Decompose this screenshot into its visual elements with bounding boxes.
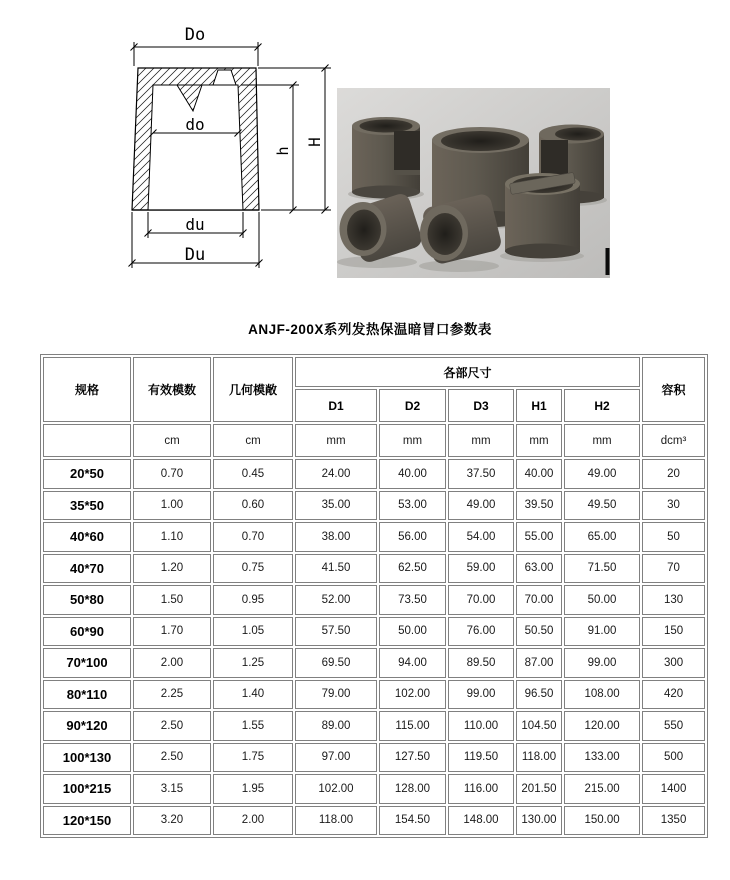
value-cell: 40.00 bbox=[516, 459, 562, 489]
value-cell: 71.50 bbox=[564, 554, 640, 584]
value-cell: 89.50 bbox=[448, 648, 514, 678]
unit-cell: mm bbox=[564, 424, 640, 457]
table-row bbox=[43, 617, 705, 647]
value-cell: 2.25 bbox=[133, 680, 211, 710]
parameters-table bbox=[40, 354, 708, 838]
label-Du: Du bbox=[184, 245, 206, 265]
value-cell: 37.50 bbox=[448, 459, 514, 489]
value-cell: 59.00 bbox=[448, 554, 514, 584]
value-cell: 1.20 bbox=[133, 554, 211, 584]
dimension-du bbox=[145, 212, 247, 238]
value-cell: 87.00 bbox=[516, 648, 562, 678]
value-cell: 40.00 bbox=[379, 459, 446, 489]
value-cell: 49.50 bbox=[564, 491, 640, 521]
riser-cross-section bbox=[132, 68, 259, 210]
value-cell: 102.00 bbox=[379, 680, 446, 710]
dimension-H bbox=[258, 65, 331, 214]
value-cell: 300 bbox=[642, 648, 705, 678]
value-cell: 41.50 bbox=[295, 554, 377, 584]
col-header-d2: D2 bbox=[379, 389, 446, 422]
unit-cell: mm bbox=[448, 424, 514, 457]
value-cell: 1.05 bbox=[213, 617, 293, 647]
table-row bbox=[43, 459, 705, 489]
col-header-h2: H2 bbox=[564, 389, 640, 422]
value-cell: 52.00 bbox=[295, 585, 377, 615]
col-header-effective-modulus: 有效模数 bbox=[133, 357, 211, 422]
value-cell: 0.75 bbox=[213, 554, 293, 584]
page-title: ANJF-200X系列发热保温暗冒口参数表 bbox=[248, 322, 492, 337]
value-cell: 20 bbox=[642, 459, 705, 489]
value-cell: 38.00 bbox=[295, 522, 377, 552]
label-H: H bbox=[305, 137, 324, 147]
value-cell: 420 bbox=[642, 680, 705, 710]
value-cell: 1.25 bbox=[213, 648, 293, 678]
unit-cell bbox=[43, 424, 131, 457]
value-cell: 30 bbox=[642, 491, 705, 521]
value-cell: 70.00 bbox=[448, 585, 514, 615]
value-cell: 1.70 bbox=[133, 617, 211, 647]
value-cell: 0.95 bbox=[213, 585, 293, 615]
value-cell: 150 bbox=[642, 617, 705, 647]
value-cell: 99.00 bbox=[448, 680, 514, 710]
value-cell: 1.10 bbox=[133, 522, 211, 552]
value-cell: 50.00 bbox=[379, 617, 446, 647]
unit-cell: dcm³ bbox=[642, 424, 705, 457]
value-cell: 127.50 bbox=[379, 743, 446, 773]
value-cell: 79.00 bbox=[295, 680, 377, 710]
value-cell: 49.00 bbox=[448, 491, 514, 521]
value-cell: 62.50 bbox=[379, 554, 446, 584]
value-cell: 0.70 bbox=[133, 459, 211, 489]
value-cell: 1350 bbox=[642, 806, 705, 836]
value-cell: 55.00 bbox=[516, 522, 562, 552]
spec-cell: 70*100 bbox=[43, 648, 131, 678]
value-cell: 24.00 bbox=[295, 459, 377, 489]
spec-cell: 40*60 bbox=[43, 522, 131, 552]
table-row bbox=[43, 774, 705, 804]
table-row bbox=[43, 680, 705, 710]
spec-cell: 60*90 bbox=[43, 617, 131, 647]
value-cell: 3.15 bbox=[133, 774, 211, 804]
value-cell: 1.50 bbox=[133, 585, 211, 615]
table-row bbox=[43, 743, 705, 773]
photo-edge-mark bbox=[606, 248, 610, 275]
table-row bbox=[43, 554, 705, 584]
spec-cell: 120*150 bbox=[43, 806, 131, 836]
value-cell: 1.55 bbox=[213, 711, 293, 741]
unit-cell: mm bbox=[295, 424, 377, 457]
dimension-Do bbox=[131, 25, 262, 66]
value-cell: 108.00 bbox=[564, 680, 640, 710]
col-header-volume: 容积 bbox=[642, 357, 705, 422]
value-cell: 119.50 bbox=[448, 743, 514, 773]
value-cell: 73.50 bbox=[379, 585, 446, 615]
value-cell: 201.50 bbox=[516, 774, 562, 804]
top-section bbox=[0, 0, 730, 298]
value-cell: 57.50 bbox=[295, 617, 377, 647]
col-header-geometric-modulus: 几何模敞 bbox=[213, 357, 293, 422]
value-cell: 1.00 bbox=[133, 491, 211, 521]
value-cell: 94.00 bbox=[379, 648, 446, 678]
value-cell: 69.50 bbox=[295, 648, 377, 678]
value-cell: 50.50 bbox=[516, 617, 562, 647]
label-Do: Do bbox=[184, 25, 206, 45]
value-cell: 89.00 bbox=[295, 711, 377, 741]
unit-cell: cm bbox=[133, 424, 211, 457]
value-cell: 0.60 bbox=[213, 491, 293, 521]
value-cell: 91.00 bbox=[564, 617, 640, 647]
value-cell: 116.00 bbox=[448, 774, 514, 804]
value-cell: 96.50 bbox=[516, 680, 562, 710]
value-cell: 130 bbox=[642, 585, 705, 615]
value-cell: 0.45 bbox=[213, 459, 293, 489]
value-cell: 49.00 bbox=[564, 459, 640, 489]
value-cell: 76.00 bbox=[448, 617, 514, 647]
value-cell: 550 bbox=[642, 711, 705, 741]
value-cell: 133.00 bbox=[564, 743, 640, 773]
value-cell: 130.00 bbox=[516, 806, 562, 836]
table-row bbox=[43, 648, 705, 678]
table-row bbox=[43, 806, 705, 836]
value-cell: 35.00 bbox=[295, 491, 377, 521]
value-cell: 2.00 bbox=[133, 648, 211, 678]
spec-cell: 90*120 bbox=[43, 711, 131, 741]
spec-cell: 80*110 bbox=[43, 680, 131, 710]
col-header-h1: H1 bbox=[516, 389, 562, 422]
value-cell: 2.50 bbox=[133, 743, 211, 773]
value-cell: 0.70 bbox=[213, 522, 293, 552]
label-do: do bbox=[185, 115, 205, 134]
product-photo bbox=[337, 88, 610, 278]
value-cell: 50.00 bbox=[564, 585, 640, 615]
value-cell: 1.95 bbox=[213, 774, 293, 804]
col-header-d1: D1 bbox=[295, 389, 377, 422]
riser-sleeve-front-right bbox=[505, 172, 580, 258]
col-header-spec: 规格 bbox=[43, 357, 131, 422]
value-cell: 500 bbox=[642, 743, 705, 773]
table-row bbox=[43, 491, 705, 521]
spec-cell: 40*70 bbox=[43, 554, 131, 584]
value-cell: 128.00 bbox=[379, 774, 446, 804]
value-cell: 50 bbox=[642, 522, 705, 552]
value-cell: 2.00 bbox=[213, 806, 293, 836]
value-cell: 70.00 bbox=[516, 585, 562, 615]
value-cell: 110.00 bbox=[448, 711, 514, 741]
value-cell: 2.50 bbox=[133, 711, 211, 741]
value-cell: 70 bbox=[642, 554, 705, 584]
table-row bbox=[43, 522, 705, 552]
value-cell: 148.00 bbox=[448, 806, 514, 836]
unit-cell: mm bbox=[516, 424, 562, 457]
col-header-d3: D3 bbox=[448, 389, 514, 422]
value-cell: 104.50 bbox=[516, 711, 562, 741]
unit-cell: mm bbox=[379, 424, 446, 457]
spec-cell: 100*215 bbox=[43, 774, 131, 804]
value-cell: 39.50 bbox=[516, 491, 562, 521]
unit-cell: cm bbox=[213, 424, 293, 457]
value-cell: 118.00 bbox=[295, 806, 377, 836]
value-cell: 1400 bbox=[642, 774, 705, 804]
riser-sleeve-back-left bbox=[352, 117, 420, 199]
value-cell: 1.40 bbox=[213, 680, 293, 710]
value-cell: 1.75 bbox=[213, 743, 293, 773]
label-du: du bbox=[185, 215, 205, 234]
spec-cell: 20*50 bbox=[43, 459, 131, 489]
value-cell: 63.00 bbox=[516, 554, 562, 584]
value-cell: 99.00 bbox=[564, 648, 640, 678]
value-cell: 115.00 bbox=[379, 711, 446, 741]
spec-cell: 35*50 bbox=[43, 491, 131, 521]
table-row bbox=[43, 585, 705, 615]
value-cell: 154.50 bbox=[379, 806, 446, 836]
value-cell: 120.00 bbox=[564, 711, 640, 741]
value-cell: 215.00 bbox=[564, 774, 640, 804]
value-cell: 118.00 bbox=[516, 743, 562, 773]
spec-cell: 50*80 bbox=[43, 585, 131, 615]
spec-cell: 100*130 bbox=[43, 743, 131, 773]
value-cell: 102.00 bbox=[295, 774, 377, 804]
label-h: h bbox=[274, 146, 292, 156]
value-cell: 97.00 bbox=[295, 743, 377, 773]
value-cell: 3.20 bbox=[133, 806, 211, 836]
value-cell: 65.00 bbox=[564, 522, 640, 552]
value-cell: 53.00 bbox=[379, 491, 446, 521]
col-header-dimensions-group: 各部尺寸 bbox=[295, 357, 640, 387]
value-cell: 56.00 bbox=[379, 522, 446, 552]
table-body bbox=[43, 459, 705, 835]
technical-drawing bbox=[98, 20, 343, 278]
table-row bbox=[43, 711, 705, 741]
value-cell: 54.00 bbox=[448, 522, 514, 552]
value-cell: 150.00 bbox=[564, 806, 640, 836]
